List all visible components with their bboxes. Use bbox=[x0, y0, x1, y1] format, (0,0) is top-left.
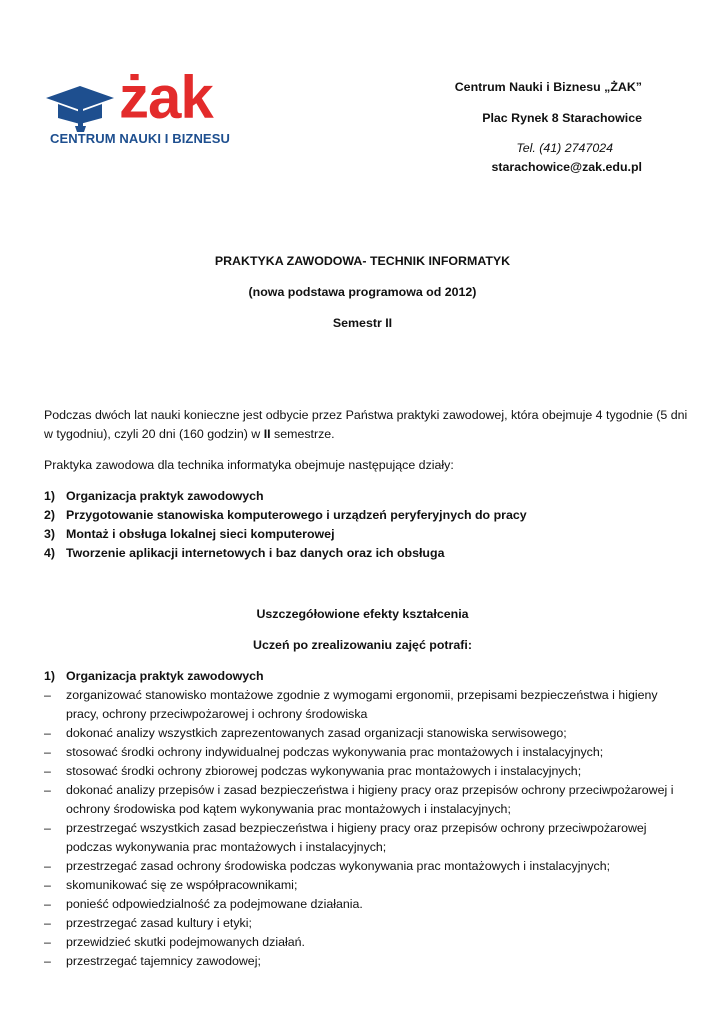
list-item bbox=[44, 933, 689, 952]
list-item bbox=[44, 724, 689, 743]
org-address: Plac Rynek 8 Starachowice bbox=[482, 111, 642, 125]
list-item-text: przestrzegać zasad ochrony środowiska podczas wykonywania prac montażowych i instalacyjnych; bbox=[66, 859, 611, 873]
list-number: 3) bbox=[44, 527, 56, 541]
list-item bbox=[44, 686, 689, 724]
logo-tagline: CENTRUM NAUKI I BIZNESU bbox=[50, 131, 230, 146]
outcomes-heading: Uszczegółowione efekty kształcenia bbox=[256, 607, 469, 621]
list-item-text: zorganizować stanowisko montażowe zgodnie z wymogami ergonomii, przepisami bezpieczeństwa i higieny pracy, ochrony przeciwpożarowej i ochrony środowiska bbox=[66, 688, 658, 721]
outcomes-subheading: Uczeń po zrealizowaniu zajęć potrafi: bbox=[253, 638, 472, 652]
list-label: Montaż i obsługa lokalnej sieci komputerowej bbox=[66, 527, 335, 541]
list-item-text: stosować środki ochrony zbiorowej podczas wykonywania prac montażowych i instalacyjnych; bbox=[66, 764, 582, 778]
list-number: 4) bbox=[44, 546, 56, 560]
list-item bbox=[44, 487, 689, 506]
document-title: PRAKTYKA ZAWODOWA- TECHNIK INFORMATYK bbox=[214, 254, 511, 268]
dash-bullet: – bbox=[44, 821, 51, 835]
intro-text-before: Podczas dwóch lat nauki konieczne jest odbycie przez Państwa praktyki zawodowej, która obejmuje 4 tygodnie (5 dni w tygodniu), czyli 20 dni (160 godzin) w bbox=[44, 408, 688, 441]
list-label: Organizacja praktyk zawodowych bbox=[66, 489, 264, 503]
dash-bullet: – bbox=[44, 726, 51, 740]
intro-text-after: semestrze. bbox=[270, 427, 335, 441]
list-item-text: skomunikować się ze współpracownikami; bbox=[66, 878, 298, 892]
intro-semester-bold: II bbox=[263, 427, 271, 441]
list-item bbox=[44, 762, 689, 781]
sections-list bbox=[44, 487, 689, 563]
list-item bbox=[44, 819, 689, 857]
org-phone: Tel. (41) 2747024 bbox=[516, 141, 613, 155]
list-item-text: przestrzegać zasad kultury i etyki; bbox=[66, 916, 252, 930]
list-item bbox=[44, 952, 689, 971]
outcomes-section-title bbox=[44, 667, 689, 686]
list-number: 1) bbox=[44, 489, 56, 503]
list-number: 2) bbox=[44, 508, 56, 522]
list-item-text: przestrzegać wszystkich zasad bezpieczeństwa i higieny pracy oraz przepisów ochrony przeciwpożarowej podczas wykonywania prac montażowych i instalacyjnych; bbox=[66, 821, 647, 854]
list-item bbox=[44, 781, 689, 819]
dash-bullet: – bbox=[44, 764, 51, 778]
sections-intro: Praktyka zawodowa dla technika informatyka obejmuje następujące działy: bbox=[44, 458, 454, 472]
document-subtitle: (nowa podstawa programowa od 2012) bbox=[248, 285, 477, 299]
list-number: 1) bbox=[44, 669, 56, 683]
dash-bullet: – bbox=[44, 688, 51, 702]
list-item-text: stosować środki ochrony indywidualnej podczas wykonywania prac montażowych i instalacyjnych; bbox=[66, 745, 604, 759]
dash-bullet: – bbox=[44, 935, 51, 949]
list-label: Tworzenie aplikacji internetowych i baz danych oraz ich obsługa bbox=[66, 546, 445, 560]
org-name: Centrum Nauki i Biznesu „ŻAK” bbox=[454, 80, 642, 94]
list-item bbox=[44, 914, 689, 933]
intro-paragraph bbox=[44, 406, 689, 444]
logo-wordmark: żak bbox=[119, 64, 213, 131]
semester-label: Semestr II bbox=[332, 316, 393, 330]
list-label: Przygotowanie stanowiska komputerowego i urządzeń peryferyjnych do pracy bbox=[66, 508, 527, 522]
outcomes-list bbox=[44, 667, 689, 971]
zak-logo bbox=[44, 64, 234, 148]
list-item-text: przestrzegać tajemnicy zawodowej; bbox=[66, 954, 261, 968]
dash-bullet: – bbox=[44, 745, 51, 759]
list-item bbox=[44, 857, 689, 876]
dash-bullet: – bbox=[44, 897, 51, 911]
list-item bbox=[44, 544, 689, 563]
list-item bbox=[44, 525, 689, 544]
list-item-text: dokonać analizy przepisów i zasad bezpieczeństwa i higieny pracy oraz przepisów ochrony przeciwpożarowej i ochrony środowiska pod kątem wykonywania prac montażowych i instalacyjnych; bbox=[66, 783, 674, 816]
dash-bullet: – bbox=[44, 783, 51, 797]
list-item bbox=[44, 506, 689, 525]
dash-bullet: – bbox=[44, 859, 51, 873]
list-item bbox=[44, 743, 689, 762]
dash-bullet: – bbox=[44, 954, 51, 968]
dash-bullet: – bbox=[44, 916, 51, 930]
list-item bbox=[44, 895, 689, 914]
list-item-text: dokonać analizy wszystkich zaprezentowanych zasad organizacji stanowiska serwisowego; bbox=[66, 726, 567, 740]
list-item bbox=[44, 876, 689, 895]
list-item-text: ponieść odpowiedzialność za podejmowane działania. bbox=[66, 897, 363, 911]
list-label: Organizacja praktyk zawodowych bbox=[66, 669, 264, 683]
list-item-text: przewidzieć skutki podejmowanych działań. bbox=[66, 935, 305, 949]
dash-bullet: – bbox=[44, 878, 51, 892]
graduation-cap-icon bbox=[44, 82, 116, 132]
org-email: starachowice@zak.edu.pl bbox=[491, 160, 642, 174]
